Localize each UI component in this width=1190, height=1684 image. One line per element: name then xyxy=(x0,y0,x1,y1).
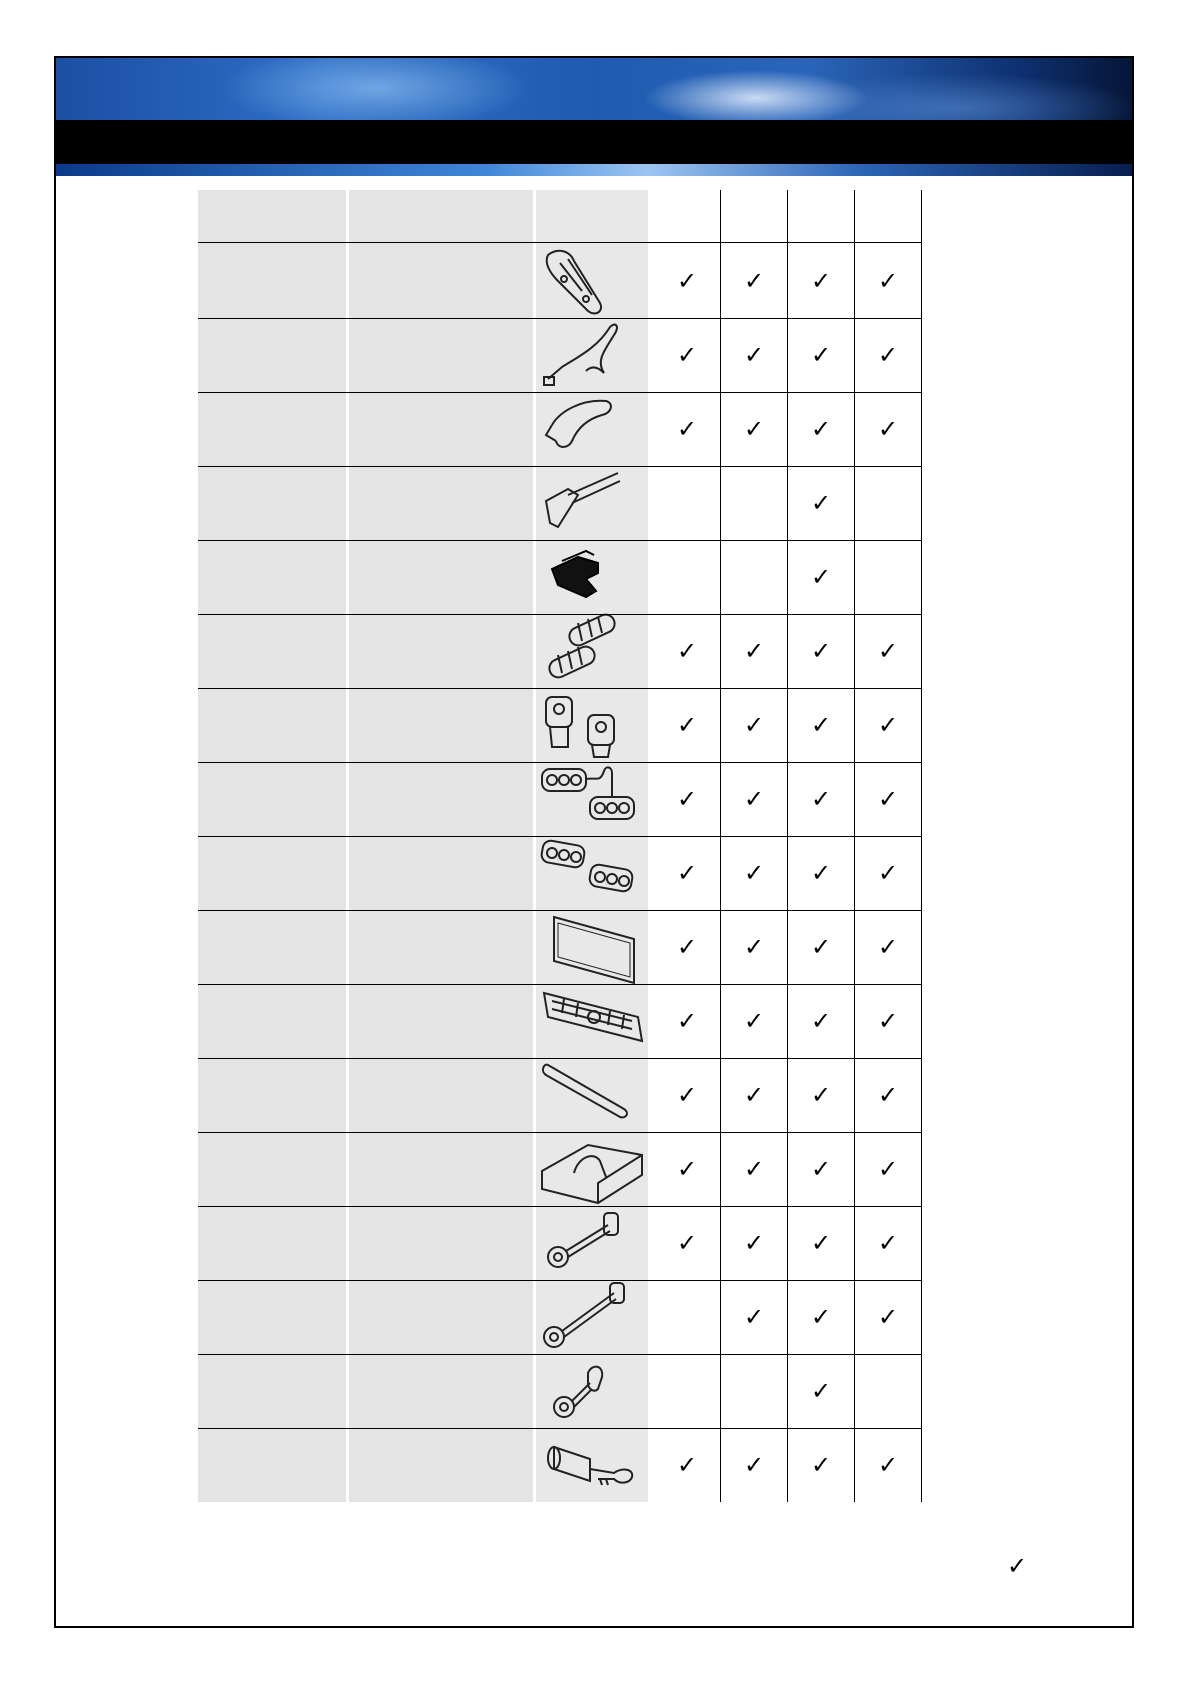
part-image-cell xyxy=(536,1206,648,1280)
compatibility-check-mark: ✓ xyxy=(743,859,765,887)
strap-cable-icon xyxy=(538,317,646,393)
compatibility-check-mark: ✓ xyxy=(743,785,765,813)
row-divider xyxy=(198,1280,921,1281)
compatibility-check-mark: ✓ xyxy=(877,267,899,295)
part-image-cell xyxy=(536,1280,648,1354)
light-pair-wired-icon xyxy=(538,761,646,837)
part-image-cell xyxy=(536,762,648,836)
compatibility-check-mark: ✓ xyxy=(676,859,698,887)
compatibility-check-mark xyxy=(855,1354,921,1428)
compatibility-check-mark xyxy=(654,1354,720,1428)
compatibility-check-mark: ✓ xyxy=(743,267,765,295)
compatibility-check-mark: ✓ xyxy=(810,1451,832,1479)
header-title-bar xyxy=(56,120,1132,164)
row-divider xyxy=(198,688,921,689)
clamp-pair-icon xyxy=(538,687,646,763)
compatibility-check-mark: ✓ xyxy=(877,341,899,369)
compatibility-check-mark: ✓ xyxy=(676,637,698,665)
compatibility-check-mark: ✓ xyxy=(676,1451,698,1479)
foam-grips-icon xyxy=(538,613,646,689)
check-column-header xyxy=(654,190,720,244)
compatibility-check-mark: ✓ xyxy=(676,785,698,813)
compatibility-check-mark: ✓ xyxy=(877,637,899,665)
column-1-background xyxy=(198,190,346,1502)
compatibility-check-mark: ✓ xyxy=(743,933,765,961)
compatibility-check-mark: ✓ xyxy=(743,1007,765,1035)
part-image-cell xyxy=(536,688,648,762)
t-bar-icon xyxy=(538,465,646,541)
column-divider xyxy=(720,190,721,1502)
compatibility-check-mark xyxy=(654,1280,720,1354)
row-divider xyxy=(198,392,921,393)
plate-icon xyxy=(538,909,646,985)
row-divider xyxy=(198,762,921,763)
check-column-header xyxy=(788,190,854,244)
grip-bracket-icon xyxy=(538,243,646,319)
hand-grip-icon xyxy=(538,391,646,467)
light-pair-icon xyxy=(538,835,646,911)
compatibility-check-mark: ✓ xyxy=(676,1081,698,1109)
column-divider xyxy=(654,190,655,1502)
compatibility-check-mark: ✓ xyxy=(676,933,698,961)
part-image-cell xyxy=(536,540,648,614)
header-banner-stripe xyxy=(56,164,1132,176)
row-divider xyxy=(198,910,921,911)
compatibility-check-mark: ✓ xyxy=(810,933,832,961)
part-image-cell xyxy=(536,1058,648,1132)
part-image-cell xyxy=(536,836,648,910)
row-divider xyxy=(198,614,921,615)
compatibility-check-mark: ✓ xyxy=(877,1229,899,1257)
row-divider xyxy=(198,1206,921,1207)
compatibility-check-mark: ✓ xyxy=(877,1303,899,1331)
column-2-background xyxy=(349,190,533,1502)
row-divider xyxy=(198,242,921,243)
row-divider xyxy=(198,836,921,837)
compatibility-check-mark: ✓ xyxy=(810,1155,832,1183)
strip-icon xyxy=(538,1057,646,1133)
row-divider xyxy=(198,466,921,467)
compatibility-check-mark: ✓ xyxy=(743,1303,765,1331)
compatibility-check-mark: ✓ xyxy=(877,1451,899,1479)
compatibility-check-mark: ✓ xyxy=(743,1155,765,1183)
part-image-cell xyxy=(536,1354,648,1428)
compatibility-check-mark: ✓ xyxy=(810,1229,832,1257)
part-image-cell xyxy=(536,614,648,688)
compatibility-check-mark: ✓ xyxy=(743,1229,765,1257)
compatibility-check-mark: ✓ xyxy=(810,859,832,887)
row-divider xyxy=(198,318,921,319)
part-image-cell xyxy=(536,466,648,540)
part-image-cell xyxy=(536,1132,648,1206)
compatibility-check-mark: ✓ xyxy=(877,785,899,813)
part-image-cell xyxy=(536,318,648,392)
compatibility-check-mark: ✓ xyxy=(877,933,899,961)
row-divider xyxy=(198,1428,921,1429)
compatibility-check-mark: ✓ xyxy=(877,859,899,887)
compatibility-check-mark: ✓ xyxy=(743,1081,765,1109)
compatibility-check-mark: ✓ xyxy=(743,711,765,739)
compatibility-check-mark: ✓ xyxy=(676,1007,698,1035)
compatibility-check-mark xyxy=(855,540,921,614)
row-divider xyxy=(198,540,921,541)
compatibility-check-mark: ✓ xyxy=(810,785,832,813)
compatibility-check-mark: ✓ xyxy=(810,341,832,369)
compatibility-check-mark: ✓ xyxy=(877,1007,899,1035)
compatibility-check-mark: ✓ xyxy=(743,1451,765,1479)
check-column-header xyxy=(855,190,921,244)
compatibility-check-mark: ✓ xyxy=(676,341,698,369)
row-divider xyxy=(198,984,921,985)
compatibility-check-mark: ✓ xyxy=(810,1007,832,1035)
compatibility-check-mark: ✓ xyxy=(810,563,832,591)
compatibility-check-mark: ✓ xyxy=(810,637,832,665)
compatibility-check-mark xyxy=(721,1354,787,1428)
compatibility-check-mark: ✓ xyxy=(676,1155,698,1183)
compatibility-check-mark xyxy=(721,466,787,540)
compatibility-check-mark xyxy=(855,466,921,540)
compatibility-check-mark: ✓ xyxy=(743,341,765,369)
compatibility-check-mark xyxy=(654,540,720,614)
compatibility-check-mark: ✓ xyxy=(810,1081,832,1109)
compatibility-check-mark: ✓ xyxy=(676,1229,698,1257)
check-column-header xyxy=(721,190,787,244)
compatibility-check-mark: ✓ xyxy=(877,711,899,739)
small-knob-icon xyxy=(538,1353,646,1429)
compatibility-check-mark: ✓ xyxy=(810,415,832,443)
compatibility-check-mark: ✓ xyxy=(676,711,698,739)
header-banner xyxy=(56,58,1132,176)
part-image-cell xyxy=(536,910,648,984)
part-image-cell xyxy=(536,984,648,1058)
lock-key-icon xyxy=(538,1427,646,1503)
compatibility-check-mark: ✓ xyxy=(877,415,899,443)
compatibility-check-mark: ✓ xyxy=(877,1155,899,1183)
compatibility-check-mark: ✓ xyxy=(676,415,698,443)
compatibility-check-mark: ✓ xyxy=(810,711,832,739)
column-divider xyxy=(854,190,855,1502)
compatibility-check-mark: ✓ xyxy=(743,637,765,665)
long-arm-knob-icon xyxy=(538,1279,646,1355)
compatibility-check-mark: ✓ xyxy=(810,267,832,295)
compatibility-check-mark: ✓ xyxy=(810,1377,832,1405)
black-clip-icon xyxy=(538,539,646,615)
part-image-cell xyxy=(536,1428,648,1502)
compatibility-check-mark xyxy=(654,466,720,540)
compatibility-check-mark: ✓ xyxy=(676,267,698,295)
column-divider xyxy=(787,190,788,1502)
compatibility-check-mark: ✓ xyxy=(743,415,765,443)
row-divider xyxy=(198,1058,921,1059)
column-divider xyxy=(921,190,922,1502)
lamp-bar-icon xyxy=(538,983,646,1059)
compatibility-check-mark: ✓ xyxy=(810,489,832,517)
compatibility-check-mark: ✓ xyxy=(877,1081,899,1109)
compatibility-check-mark: ✓ xyxy=(810,1303,832,1331)
wheel-cradle-icon xyxy=(538,1131,646,1207)
row-divider xyxy=(198,1354,921,1355)
part-image-cell xyxy=(536,244,648,318)
row-divider xyxy=(198,1132,921,1133)
extra-check-mark: ✓ xyxy=(1007,1552,1028,1580)
compatibility-check-mark xyxy=(721,540,787,614)
part-image-cell xyxy=(536,392,648,466)
short-arm-knob-icon xyxy=(538,1205,646,1281)
